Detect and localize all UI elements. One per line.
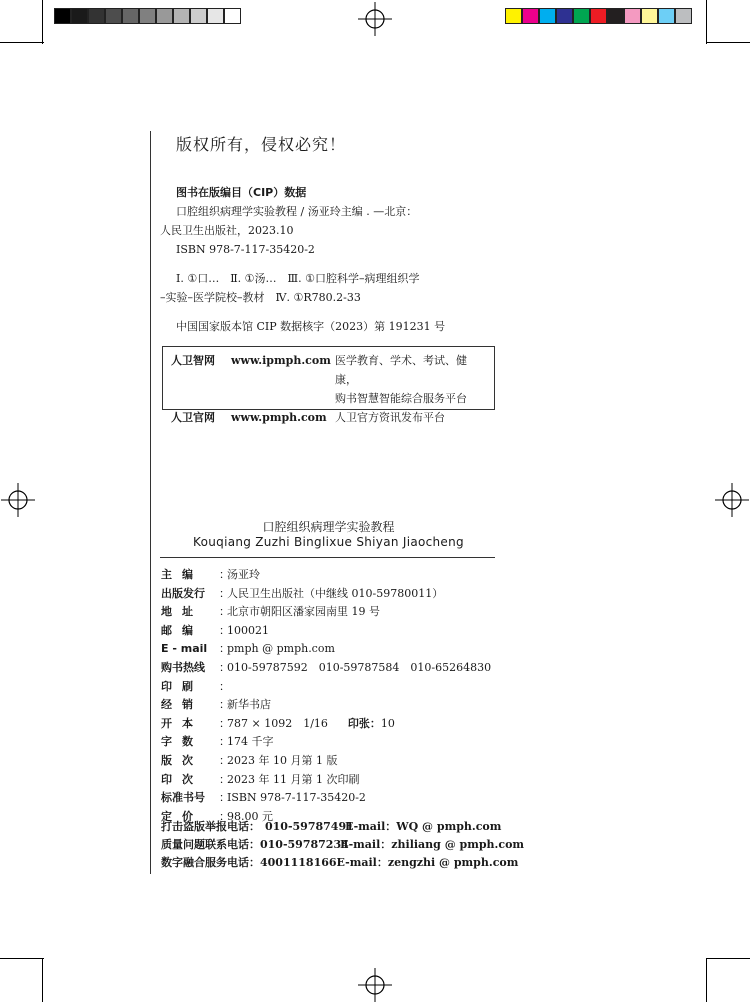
spacer <box>160 259 500 269</box>
info-row <box>171 351 486 389</box>
colon: ： <box>219 698 230 712</box>
colon: ： <box>219 679 230 693</box>
colon: ： <box>219 772 230 786</box>
crop-mark <box>706 958 707 1002</box>
pub-label: 主编 <box>161 568 203 581</box>
pub-row <box>161 789 506 808</box>
report-email: E-mail：zhiliang @ pmph.com <box>340 838 525 851</box>
colon: ： <box>219 568 230 581</box>
colon: ： <box>219 642 230 656</box>
cip-line: 口腔组织病理学实验教程 / 汤亚玲主编 . —北京： <box>176 205 418 218</box>
report-row <box>161 836 525 854</box>
publication-details <box>161 566 506 826</box>
color-bar <box>505 8 692 26</box>
pub-value: 北京市朝阳区潘家园南里 19 号 <box>227 605 380 619</box>
color-swatch <box>139 8 156 24</box>
color-swatch <box>54 8 71 24</box>
report-row <box>161 818 506 836</box>
color-swatch <box>556 8 573 24</box>
registration-mark-icon <box>715 483 749 517</box>
color-swatch <box>224 8 241 24</box>
colon: ： <box>219 753 230 767</box>
pub-value: 787 × 1092 1/16 印张：10 <box>227 716 395 730</box>
pub-label: 地址 <box>161 605 203 619</box>
registration-mark-icon <box>1 483 35 517</box>
pub-value: 100021 <box>227 623 269 637</box>
color-swatch <box>207 8 224 24</box>
colon: ： <box>219 623 230 637</box>
copyright-notice: 版权所有，侵权必究！ <box>176 135 347 154</box>
info-row <box>171 408 486 427</box>
pub-label: E - mail <box>161 642 208 656</box>
cip-line: 中国国家版本馆 CIP 数据核字（2023）第 191231 号 <box>176 320 446 333</box>
pub-value: 2023 年 11 月第 1 次印刷 <box>227 772 360 786</box>
color-swatch <box>71 8 88 24</box>
pub-row <box>161 566 506 585</box>
color-swatch <box>522 8 539 24</box>
spacer <box>160 307 500 317</box>
color-swatch <box>88 8 105 24</box>
info-row <box>171 389 486 408</box>
grayscale-bar <box>54 8 241 26</box>
pub-row <box>161 752 506 771</box>
book-title-pinyin: Kouqiang Zuzhi Binglixue Shiyan Jiaocheng <box>193 535 464 549</box>
color-swatch <box>590 8 607 24</box>
registration-mark-icon <box>358 2 392 36</box>
pub-label: 开本 <box>161 716 203 730</box>
colon: ： <box>219 586 230 600</box>
pub-row <box>161 678 506 697</box>
pub-label: 版次 <box>161 753 203 767</box>
colon: ： <box>219 660 230 674</box>
color-swatch <box>156 8 173 24</box>
cip-line: ISBN 978-7-117-35420-2 <box>176 243 315 256</box>
site-name: 人卫智网 <box>171 354 215 367</box>
color-swatch <box>173 8 190 24</box>
pub-value <box>227 678 506 697</box>
cip-record <box>160 202 500 336</box>
colon: ： <box>219 791 230 805</box>
colon: ： <box>219 735 230 749</box>
contact-lines <box>161 818 525 872</box>
color-swatch <box>607 8 624 24</box>
pub-row <box>161 603 506 622</box>
pub-label: 购书热线 <box>161 660 205 674</box>
color-swatch <box>624 8 641 24</box>
site-url: www.pmph.com <box>231 411 327 424</box>
colon: ： <box>219 809 230 823</box>
pub-label: 经销 <box>161 698 203 712</box>
crop-mark <box>42 0 43 44</box>
pub-row <box>161 715 506 734</box>
report-email: E-mail：zengzhi @ pmph.com <box>336 856 519 869</box>
pub-row <box>161 771 506 790</box>
pub-label: 定价 <box>161 809 203 823</box>
color-swatch <box>505 8 522 24</box>
color-swatch <box>658 8 675 24</box>
book-title: 口腔组织病理学实验教程 <box>262 520 395 534</box>
pub-row <box>161 640 506 659</box>
pub-label: 邮编 <box>161 623 203 637</box>
color-swatch <box>190 8 207 24</box>
color-swatch <box>573 8 590 24</box>
site-description: 购书智慧智能综合服务平台 <box>335 392 467 405</box>
report-label: 数字融合服务电话： <box>161 856 260 869</box>
crop-mark <box>706 0 707 44</box>
pub-value: 174 千字 <box>227 735 274 749</box>
report-phone: 4001118166 <box>260 856 337 869</box>
colon: ： <box>219 605 230 619</box>
pub-value: 汤亚玲 <box>227 568 260 581</box>
pub-value: 98.00 元 <box>227 809 273 823</box>
color-swatch <box>641 8 658 24</box>
color-swatch <box>122 8 139 24</box>
pub-label: 印刷 <box>161 679 203 693</box>
report-email: E-mail：WQ @ pmph.com <box>345 820 502 833</box>
cip-heading: 图书在版编目（CIP）数据 <box>176 186 307 199</box>
site-description: 人卫官方资讯发布平台 <box>335 411 445 424</box>
report-row <box>161 854 519 872</box>
margin-rule <box>150 131 151 874</box>
website-info-box <box>162 346 495 424</box>
report-phone: 010-59787491 <box>265 820 354 833</box>
crop-mark <box>706 958 750 959</box>
report-label: 质量问题联系电话： <box>161 838 260 851</box>
pub-value: 010-59787592 010-59787584 010-65264830 <box>227 660 492 674</box>
color-swatch <box>105 8 122 24</box>
pub-extra-value: 10 <box>380 716 395 730</box>
pub-value: 新华书店 <box>227 698 271 712</box>
title-divider <box>160 557 495 558</box>
crop-mark <box>706 42 750 43</box>
cip-line: 人民卫生出版社，2023.10 <box>160 224 294 237</box>
pub-row <box>161 659 506 678</box>
pub-value: 2023 年 10 月第 1 版 <box>227 753 338 767</box>
pub-label: 字数 <box>161 735 203 749</box>
report-phone: 010-59787234 <box>260 838 349 851</box>
site-url: www.ipmph.com <box>231 354 331 367</box>
pub-value: ISBN 978-7-117-35420-2 <box>227 791 366 805</box>
site-description: 医学教育、学术、考试、健康， <box>335 354 467 386</box>
cip-line: –实验–医学院校–教材 Ⅳ. ①R780.2-33 <box>160 291 361 304</box>
pub-row <box>161 696 506 715</box>
report-label: 打击盗版举报电话： <box>161 820 260 833</box>
pub-label: 印次 <box>161 772 203 786</box>
pub-label: 标准书号 <box>161 791 205 805</box>
site-name <box>171 389 231 408</box>
pub-value: pmph @ pmph.com <box>227 642 335 656</box>
color-swatch <box>675 8 692 24</box>
crop-mark <box>0 42 44 43</box>
colon: ： <box>219 716 230 730</box>
color-swatch <box>539 8 556 24</box>
cip-line: Ⅰ. ①口… Ⅱ. ①汤… Ⅲ. ①口腔科学–病理组织学 <box>176 272 420 285</box>
site-name: 人卫官网 <box>171 411 215 424</box>
crop-mark <box>0 958 44 959</box>
pub-label: 出版发行 <box>161 586 205 600</box>
pub-row <box>161 622 506 641</box>
pub-row <box>161 733 506 752</box>
pub-row <box>161 585 506 604</box>
pub-value: 人民卫生出版社（中继线 010-59780011） <box>227 586 444 600</box>
pub-extra-label: 印张： <box>347 716 381 730</box>
crop-mark <box>42 958 43 1002</box>
site-url <box>231 389 335 408</box>
registration-mark-icon <box>358 968 392 1002</box>
